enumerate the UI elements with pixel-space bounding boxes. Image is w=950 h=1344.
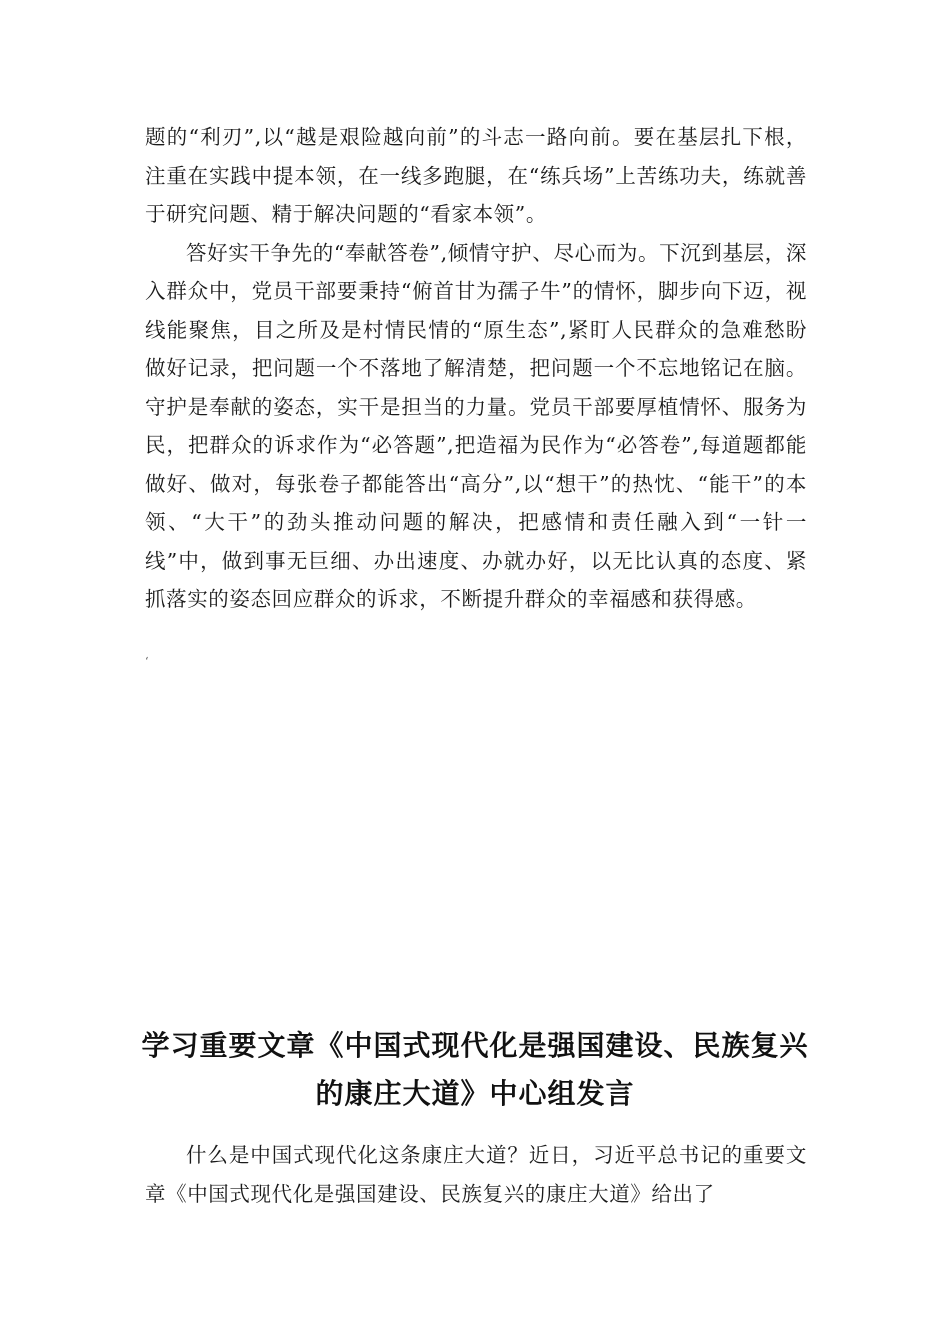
stray-quote-mark: ‘ bbox=[145, 655, 149, 668]
paragraph-continuation: 题的“利刃”,以“越是艰险越向前”的斗志一路向前。要在基层扎下根，注重在实践中提本领，在一线多跑腿，在“练兵场”上苦练功夫，练就善于研究问题、精于解决问题的“看家本领”。 bbox=[145, 125, 807, 226]
article-title: 学习重要文章《中国式现代化是强国建设、民族复兴的康庄大道》中心组发言 bbox=[141, 1029, 809, 1110]
body-text-top bbox=[145, 118, 807, 619]
paragraph-dedication-answer: 答好实干争先的“奉献答卷”,倾情守护、尽心而为。下沉到基层，深入群众中，党员干部要秉持“俯首甘为孺子牛”的情怀，脚步向下迈，视线能聚焦，目之所及是村情民情的“原生态”,紧盯人民群众的急难愁盼做好记录，把问题一个不落地了解清楚，把问题一个不忘地铭记在脑。守护是奉献的姿态，实干是担当的力量。党员干部要厚植情怀、服务为民，把群众的诉求作为“必答题”,把造福为民作为“必答卷”,每道题都能做好、做对，每张卷子都能答出“高分”,以“想干”的热忱、“能干”的本领、“大干”的劲头推动问题的解决，把感情和责任融入到“一针一线”中，做到事无巨细、办出速度、办就办好，以无比认真的态度、紧抓落实的姿态回应群众的诉求，不断提升群众的幸福感和获得感。 bbox=[145, 240, 807, 611]
paragraph-intro: 什么是中国式现代化这条康庄大道？近日，习近平总书记的重要文章《中国式现代化是强国建设、民族复兴的康庄大道》给出了 bbox=[145, 1143, 807, 1206]
body-text-bottom bbox=[145, 1136, 807, 1213]
